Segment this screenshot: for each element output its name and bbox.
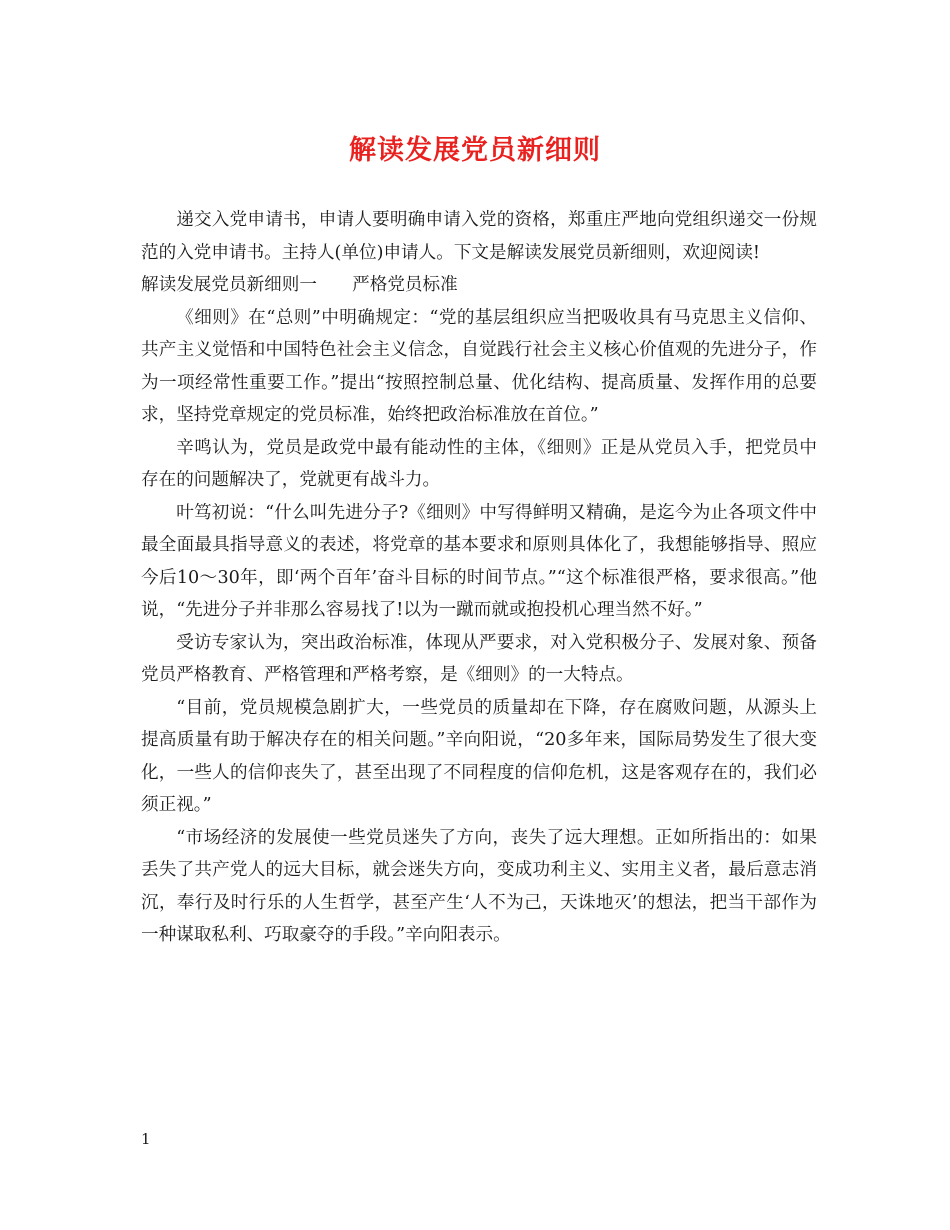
body-paragraph: “目前，党员规模急剧扩大，一些党员的质量却在下降，存在腐败问题，从源头上提高质量有助于解决存在的相关问题。”辛向阳说，“20多年来，国际局势发生了很大变化，一些人的信仰丧失了，甚至出现了不同程度的信仰危机，这是客观存在的，我们必须正视。”	[141, 697, 817, 815]
body-paragraph: 受访专家认为，突出政治标准，体现从严要求，对入党积极分子、发展对象、预备党员严格教育、严格管理和严格考察，是《细则》的一大特点。	[141, 632, 817, 685]
body-paragraph: 《细则》在“总则”中明确规定：“党的基层组织应当把吸收具有马克思主义信仰、共产主义觉悟和中国特色社会主义信念，自觉践行社会主义核心价值观的先进分子，作为一项经常性重要工作。”提出“按照控制总量、优化结构、提高质量、发挥作用的总要求，坚持党章规定的党员标准，始终把政治标准放在首位。”	[141, 307, 817, 425]
body-paragraph: 辛鸣认为，党员是政党中最有能动性的主体，《细则》正是从党员入手，把党员中存在的问题解决了，党就更有战斗力。	[141, 437, 817, 490]
intro-paragraph: 递交入党申请书，申请人要明确申请入党的资格，郑重庄严地向党组织递交一份规范的入党申请书。主持人(单位)申请人。下文是解读发展党员新细则，欢迎阅读!	[141, 210, 817, 263]
document-title: 解读发展党员新细则	[349, 135, 601, 166]
body-paragraph: “市场经济的发展使一些党员迷失了方向，丧失了远大理想。正如所指出的：如果丢失了共产党人的远大目标，就会迷失方向，变成功利主义、实用主义者，最后意志消沉，奉行及时行乐的人生哲学，甚至产生‘人不为己，天诛地灭’的想法，把当干部作为一种谋取私利、巧取豪夺的手段。”辛向阳表示。	[141, 827, 817, 945]
section-heading: 解读发展党员新细则一 严格党员标准	[141, 275, 458, 295]
body-paragraph: 叶笃初说：“什么叫先进分子?《细则》中写得鲜明又精确，是迄今为止各项文件中最全面最具指导意义的表述，将党章的基本要求和原则具体化了，我想能够指导、照应今后10～30年，即‘两个百年’奋斗目标的时间节点。”“这个标准很严格，要求很高。”他说，“先进分子并非那么容易找了!以为一蹴而就或抱投机心理当然不好。”	[141, 502, 817, 620]
page-number: 1	[141, 1130, 151, 1148]
document-body	[141, 204, 817, 952]
